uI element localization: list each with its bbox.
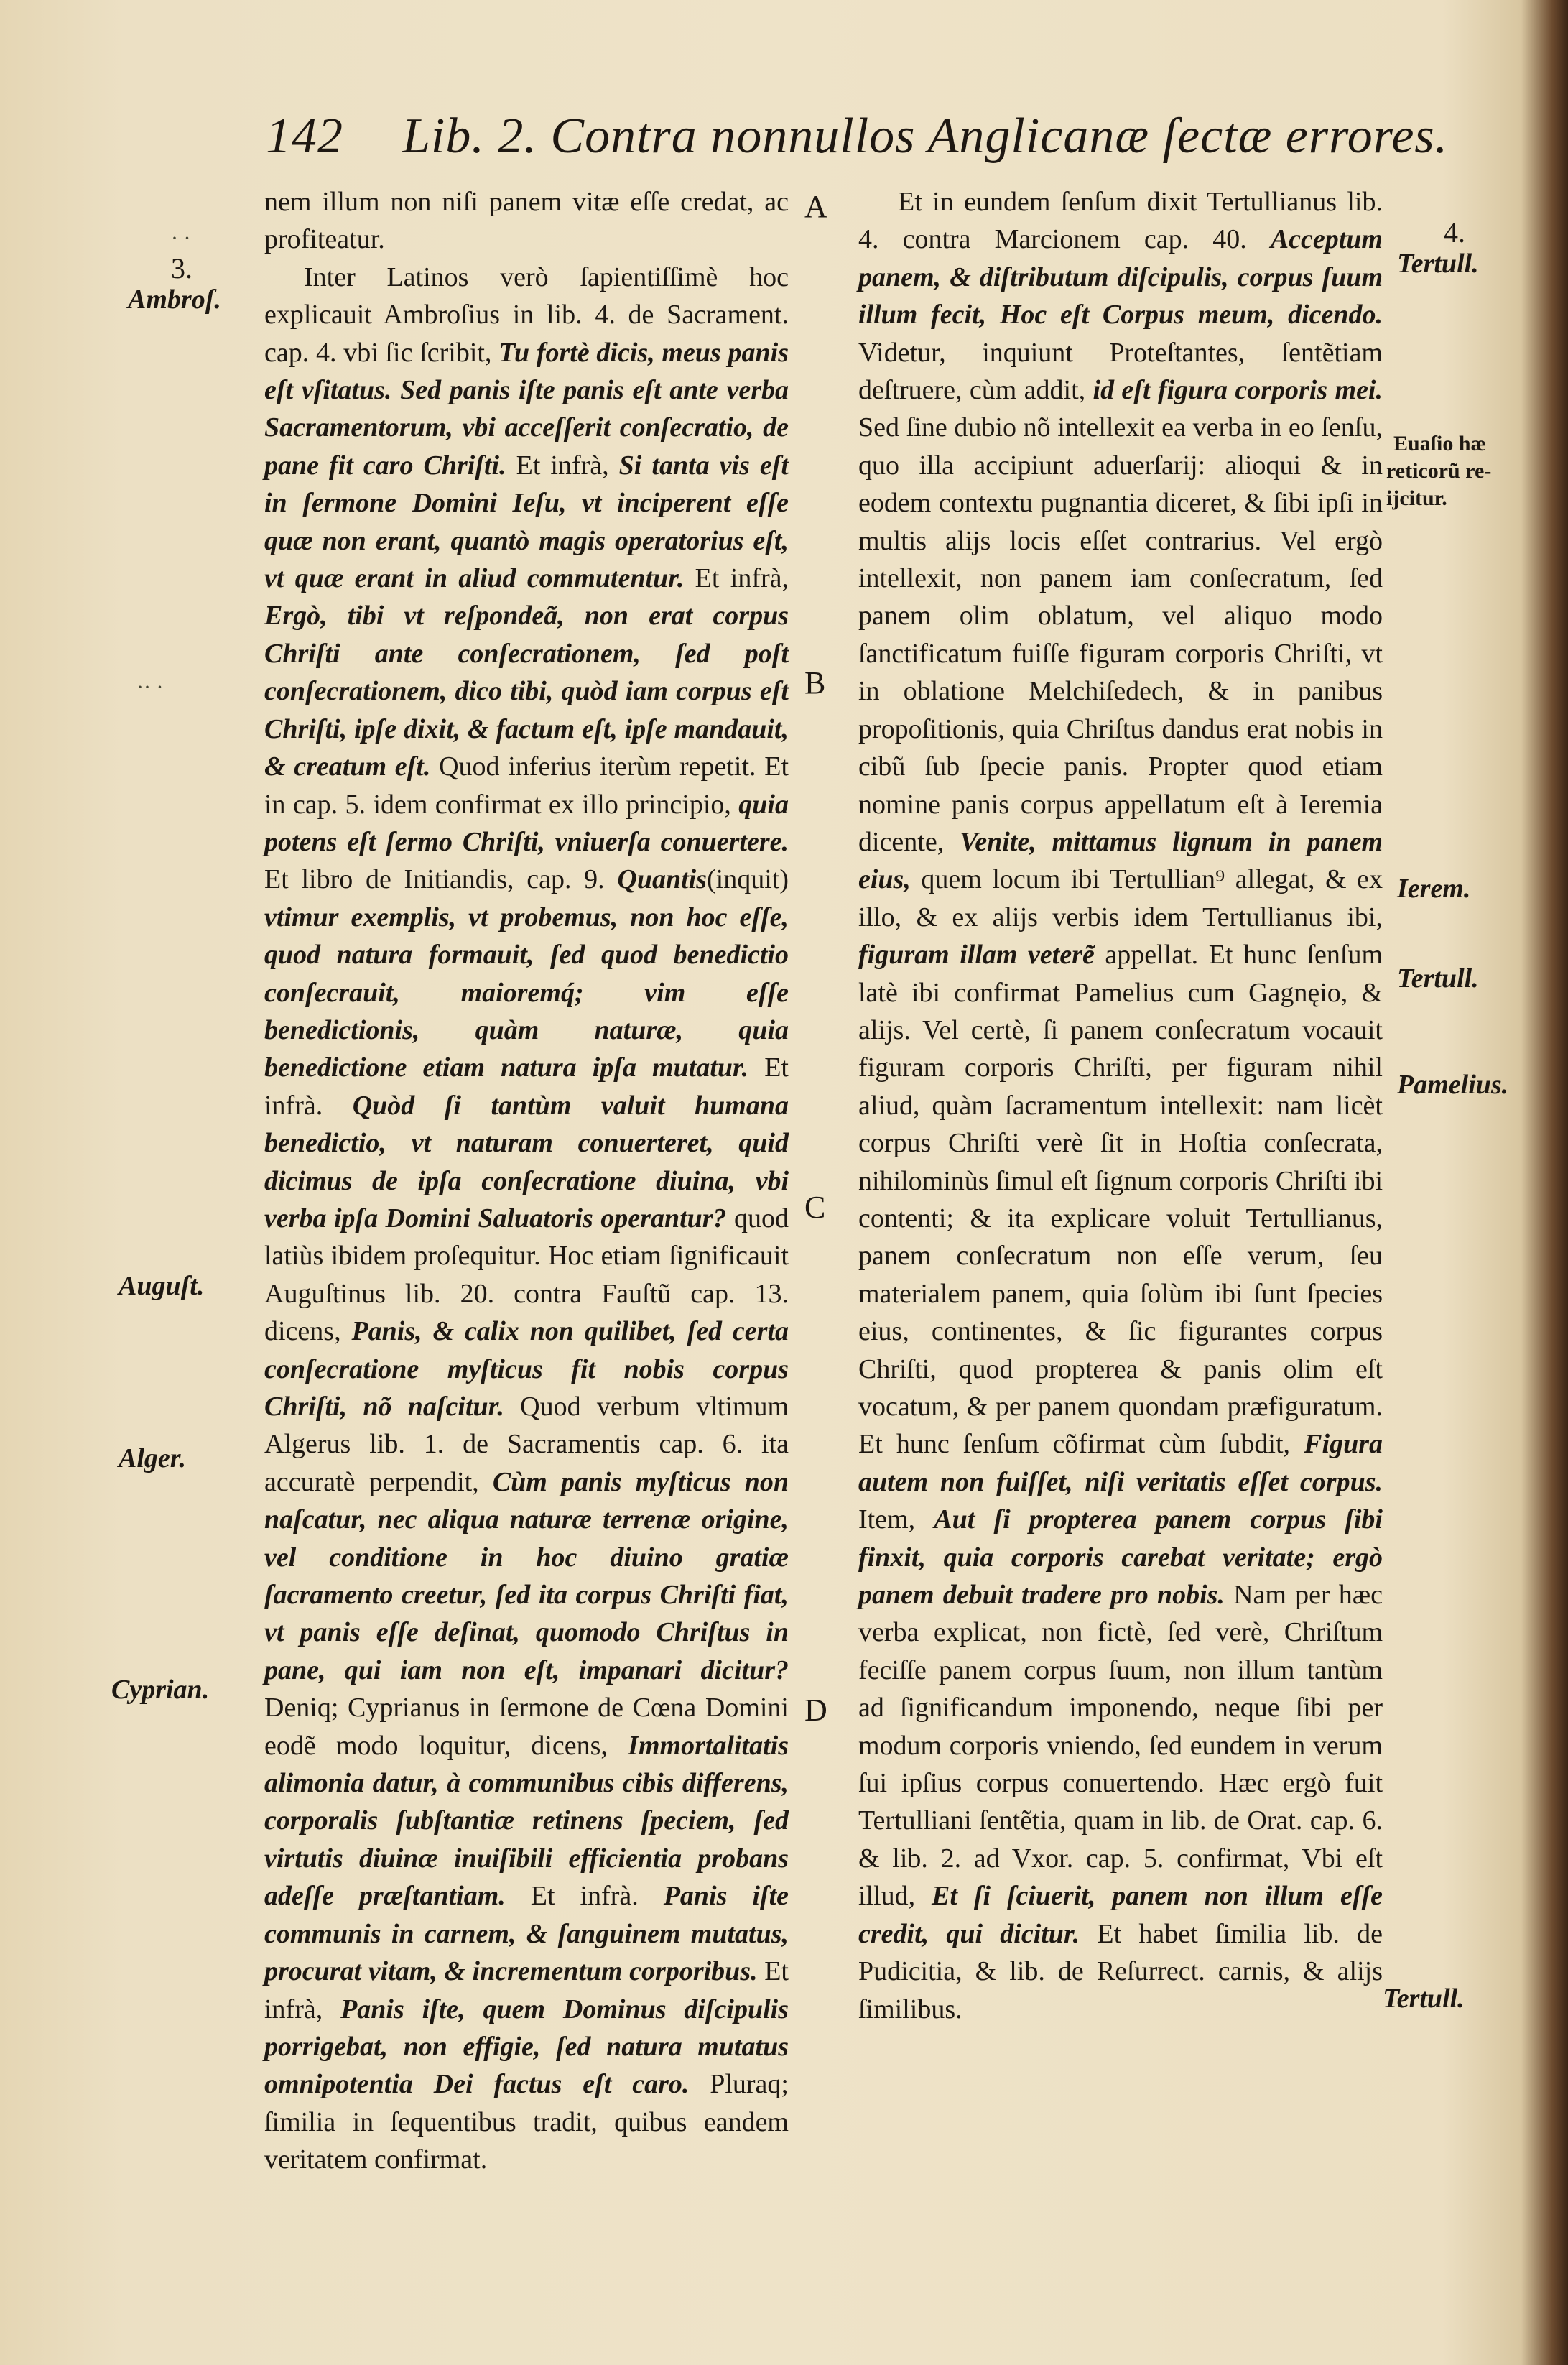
text: Et in eundem ſenſum dixit Tertullianus lib. 4. contra Marcionem cap. 40. (858, 187, 1383, 255)
margin-note-euasio-line-3: ijcitur. (1386, 486, 1447, 510)
quote: figuram illam veterẽ (858, 940, 1095, 971)
margin-note-cyprian: Cyprian. (111, 1675, 210, 1705)
quote: vtimur exemplis, vt probemus, non hoc eſſe, quod natura formauit, ſed quod benedictio conſecrauit, maioremq́; vim eſſe benedictionis, quàm naturæ, quia benedictione etiam natura ipſa mutatur. (264, 902, 789, 1083)
margin-note-tertull-2: Tertull. (1397, 963, 1479, 994)
quote: quia potens eſt ſermo Chriſti, vniuerſa conuertere. (264, 789, 789, 857)
running-header (266, 108, 1449, 165)
text: Et infrà, (506, 450, 619, 481)
text: Videtur, inquiunt Proteſtantes, ſentẽtiam deſtruere, cùm addit, (858, 337, 1383, 406)
quote: Venite, mittamus lignum in panem eius, (858, 826, 1383, 895)
text: Deniq; Cyprianus in ſermone de Cœna Domini eodẽ modo loquitur, dicens, (264, 1693, 789, 1761)
quote: Panis, & calix non quilibet, ſed certa conſecratione myſticus fit nobis corpus Chriſti, nõ naſcitur. (264, 1316, 789, 1422)
text: Et infrà, (264, 1956, 789, 2024)
margin-note-euasio-line-1: Euaſio hæ (1393, 432, 1487, 455)
text: (inquit) (707, 864, 789, 895)
text: Quod verbum vltimum Algerus lib. 1. de Sacramentis cap. 6. ita accuratè perpendit, (264, 1392, 789, 1497)
margin-note-tertull-3: Tertull. (1383, 1984, 1465, 2014)
quote: Quòd ſi tantùm valuit humana benedictio, vt naturam conuerteret, quid dicimus de ipſa conſecratione diuina, vbi verba ipſa Domini Saluatoris operantur? (264, 1090, 789, 1234)
quote: Aut ſi propterea panem corpus ſibi finxit, quia corporis carebat veritate; ergò panem debuit tradere pro nobis. (858, 1504, 1383, 1611)
text: Item, (858, 1504, 934, 1535)
margin-dots: · · (171, 226, 191, 250)
margin-note-ambros: Ambroſ. (128, 284, 221, 315)
text: Inter Latinos verò ſapientiſſimè hoc explicauit Ambroſius in lib. 4. de Sacrament. cap. 4. vbi ſic ſcribit, (264, 262, 789, 368)
text: Et habet ſimilia lib. de Pudicitia, & lib. de Reſurrect. carnis, & alijs ſimilibus. (858, 1918, 1383, 2024)
text: Et libro de Initiandis, cap. 9. (264, 864, 618, 895)
page-number: 142 (266, 108, 343, 164)
text: Et infrà. (505, 1881, 664, 1912)
margin-dots: ·· · (136, 675, 164, 699)
quote: Panis iſte communis in carnem, & ſanguinem mutatus, procurat vitam, & incrementum corporibus. (264, 1881, 789, 1987)
quote: Tu fortè dicis, meus panis eſt vſitatus. Sed panis iſte panis eſt ante verba Sacramentorum, vbi acceſſerit conſecratio, de pane fit caro Chriſti. (264, 337, 789, 481)
section-letter-c: C (804, 1190, 826, 1225)
right-text-column (858, 183, 1383, 2028)
margin-number-3: 3. (171, 252, 192, 284)
margin-note-pamelius: Pamelius. (1397, 1070, 1509, 1100)
quote: Quantis (617, 864, 708, 895)
paragraph: nem illum non niſi panem vitæ eſſe credat, ac profiteatur. (264, 187, 789, 255)
text: Et infrà, (684, 563, 789, 594)
paragraph-ambrose (264, 259, 789, 2179)
quote: Si tanta vis eſt in ſermone Domini Ieſu, vt inciperent eſſe quæ non erant, quantò magis operatorius eſt, vt quæ erant in aliud commutentur. (264, 450, 789, 594)
running-title: Lib. 2. Contra nonnullos Anglicanæ ſectæ errores. (402, 108, 1449, 164)
margin-note-august: Auguſt. (119, 1271, 205, 1301)
margin-note-alger: Alger. (119, 1443, 186, 1473)
margin-note-tertull-1: Tertull. (1397, 249, 1479, 279)
text: Pluraq; ſimilia in ſequentibus tradit, quibus eandem veritatem confirmat. (264, 2069, 789, 2175)
text: quod latiùs ibidem proſequitur. Hoc etiam ſignificauit Auguſtinus lib. 20. contra Fauſtũ cap. 13. dicens, (264, 1203, 789, 1347)
quote: Cùm panis myſticus non naſcatur, nec aliqua naturæ terrenæ origine, vel conditione in hoc diuino gratiæ ſacramento creetur, ſed ita corpus Chriſti fiat, vt panis eſſe deſinat, quomodo Chriſtus in pane, qui iam non eſt, impanari dicitur? (264, 1466, 789, 1685)
quote: Immortalitatis alimonia datur, à communibus cibis differens, corporalis ſubſtantiæ retinens ſpeciem, ſed virtutis diuinæ inuiſibili efficientia probans adeſſe præſtantiam. (264, 1730, 789, 1912)
quote: Acceptum panem, & diſtributum diſcipulis, corpus ſuum illum fecit, Hoc eſt Corpus meum, dicendo. (858, 224, 1383, 330)
text: Sed ſine dubio nõ intellexit ea verba in eo ſenſu, quo illa accipiunt aduerſarij: alioqui & in eodem contextu pugnantia diceret, & ſibi ipſi in multis alijs locis eſſet contrarius. Vel ergò intellexit, non panem iam conſecratum, ſed panem olim oblatum, vel aliquo modo ſanctificatum fuiſſe figuram corporis Chriſti, vt in oblatione Melchiſedech, & in panibus propoſitionis, quia Chriſtus dandus erat nobis in cibũ ſub ſpecie panis. Propter quod etiam nomine panis corpus appellatum eſt à Ieremia dicente, (858, 412, 1383, 857)
quote: Figura autem non fuiſſet, niſi veritatis eſſet corpus. (858, 1429, 1383, 1497)
margin-note-euasio-line-2: reticorũ re- (1386, 459, 1492, 483)
margin-number-4: 4. (1444, 216, 1465, 249)
left-text-column (264, 183, 789, 2179)
section-letter-d: D (804, 1693, 827, 1728)
paragraph-tertullian (858, 183, 1383, 2028)
quote: Et ſi ſciuerit, panem non illum eſſe credit, qui dicitur. (858, 1881, 1383, 1949)
section-letter-a: A (804, 189, 827, 224)
text: quem locum ibi Tertullian⁹ allegat, & ex illo, & ex alijs verbis idem Tertullianus ibi, (858, 864, 1383, 932)
text: Et infrà. (264, 1052, 789, 1121)
text: Nam per hæc verba explicat, non fictè, ſed verè, Chriſtum feciſſe panem corpus ſuum, non illum tantùm ad ſignificandum imponendo, neque ſibi per modum corporis vniendo, ſed eundem in verum ſui ipſius corpus conuertendo. Hæc ergò fuit Tertulliani ſentẽtia, quam in lib. de Orat. cap. 6. & lib. 2. ad Vxor. cap. 5. confirmat, Vbi eſt illud, (858, 1580, 1383, 1912)
quote: Ergò, tibi vt reſpondeã, non erat corpus Chriſti ante conſecrationem, ſed poſt conſecrationem, dico tibi, quòd iam corpus eſt Chriſti, ipſe dixit, & factum eſt, ipſe mandauit, & creatum eſt. (264, 601, 789, 782)
margin-note-ierem: Ierem. (1397, 874, 1471, 904)
text: appellat. Et hunc ſenſum latè ibi confirmat Pamelius cum Gagnęio, & alijs. Vel certè, ſi panem conſecratum vocauit figuram corporis Chriſti, per figuram nihil aliud, quàm ſacramentum intellexit: nam licèt corpus Chriſti verè ſit in Hoſtia conſecrata, nihilominùs ſimul eſt ſignum corporis Chriſti ibi contenti; & ita explicare voluit Tertullianus, panem conſecratum non eſſe verum, ſeu materialem panem, quia ſolùm ibi ſunt ſpecies eius, continentes, & ſic figurantes corpus Chriſti, quod propterea & panis olim eſt vocatum, & per panem quondam præfiguratum. Et hunc ſenſum cõfirmat cùm ſubdit, (858, 940, 1383, 1460)
quote: id eſt figura corporis mei. (1093, 375, 1383, 406)
quote: Panis iſte, quem Dominus diſcipulis porrigebat, non effigie, ſed natura mutatus omnipotentia Dei factus eſt caro. (264, 1994, 789, 2100)
section-letter-b: B (804, 665, 826, 700)
text: Quod inferius iterùm repetit. Et in cap. 5. idem confirmat ex illo principio, (264, 751, 789, 820)
